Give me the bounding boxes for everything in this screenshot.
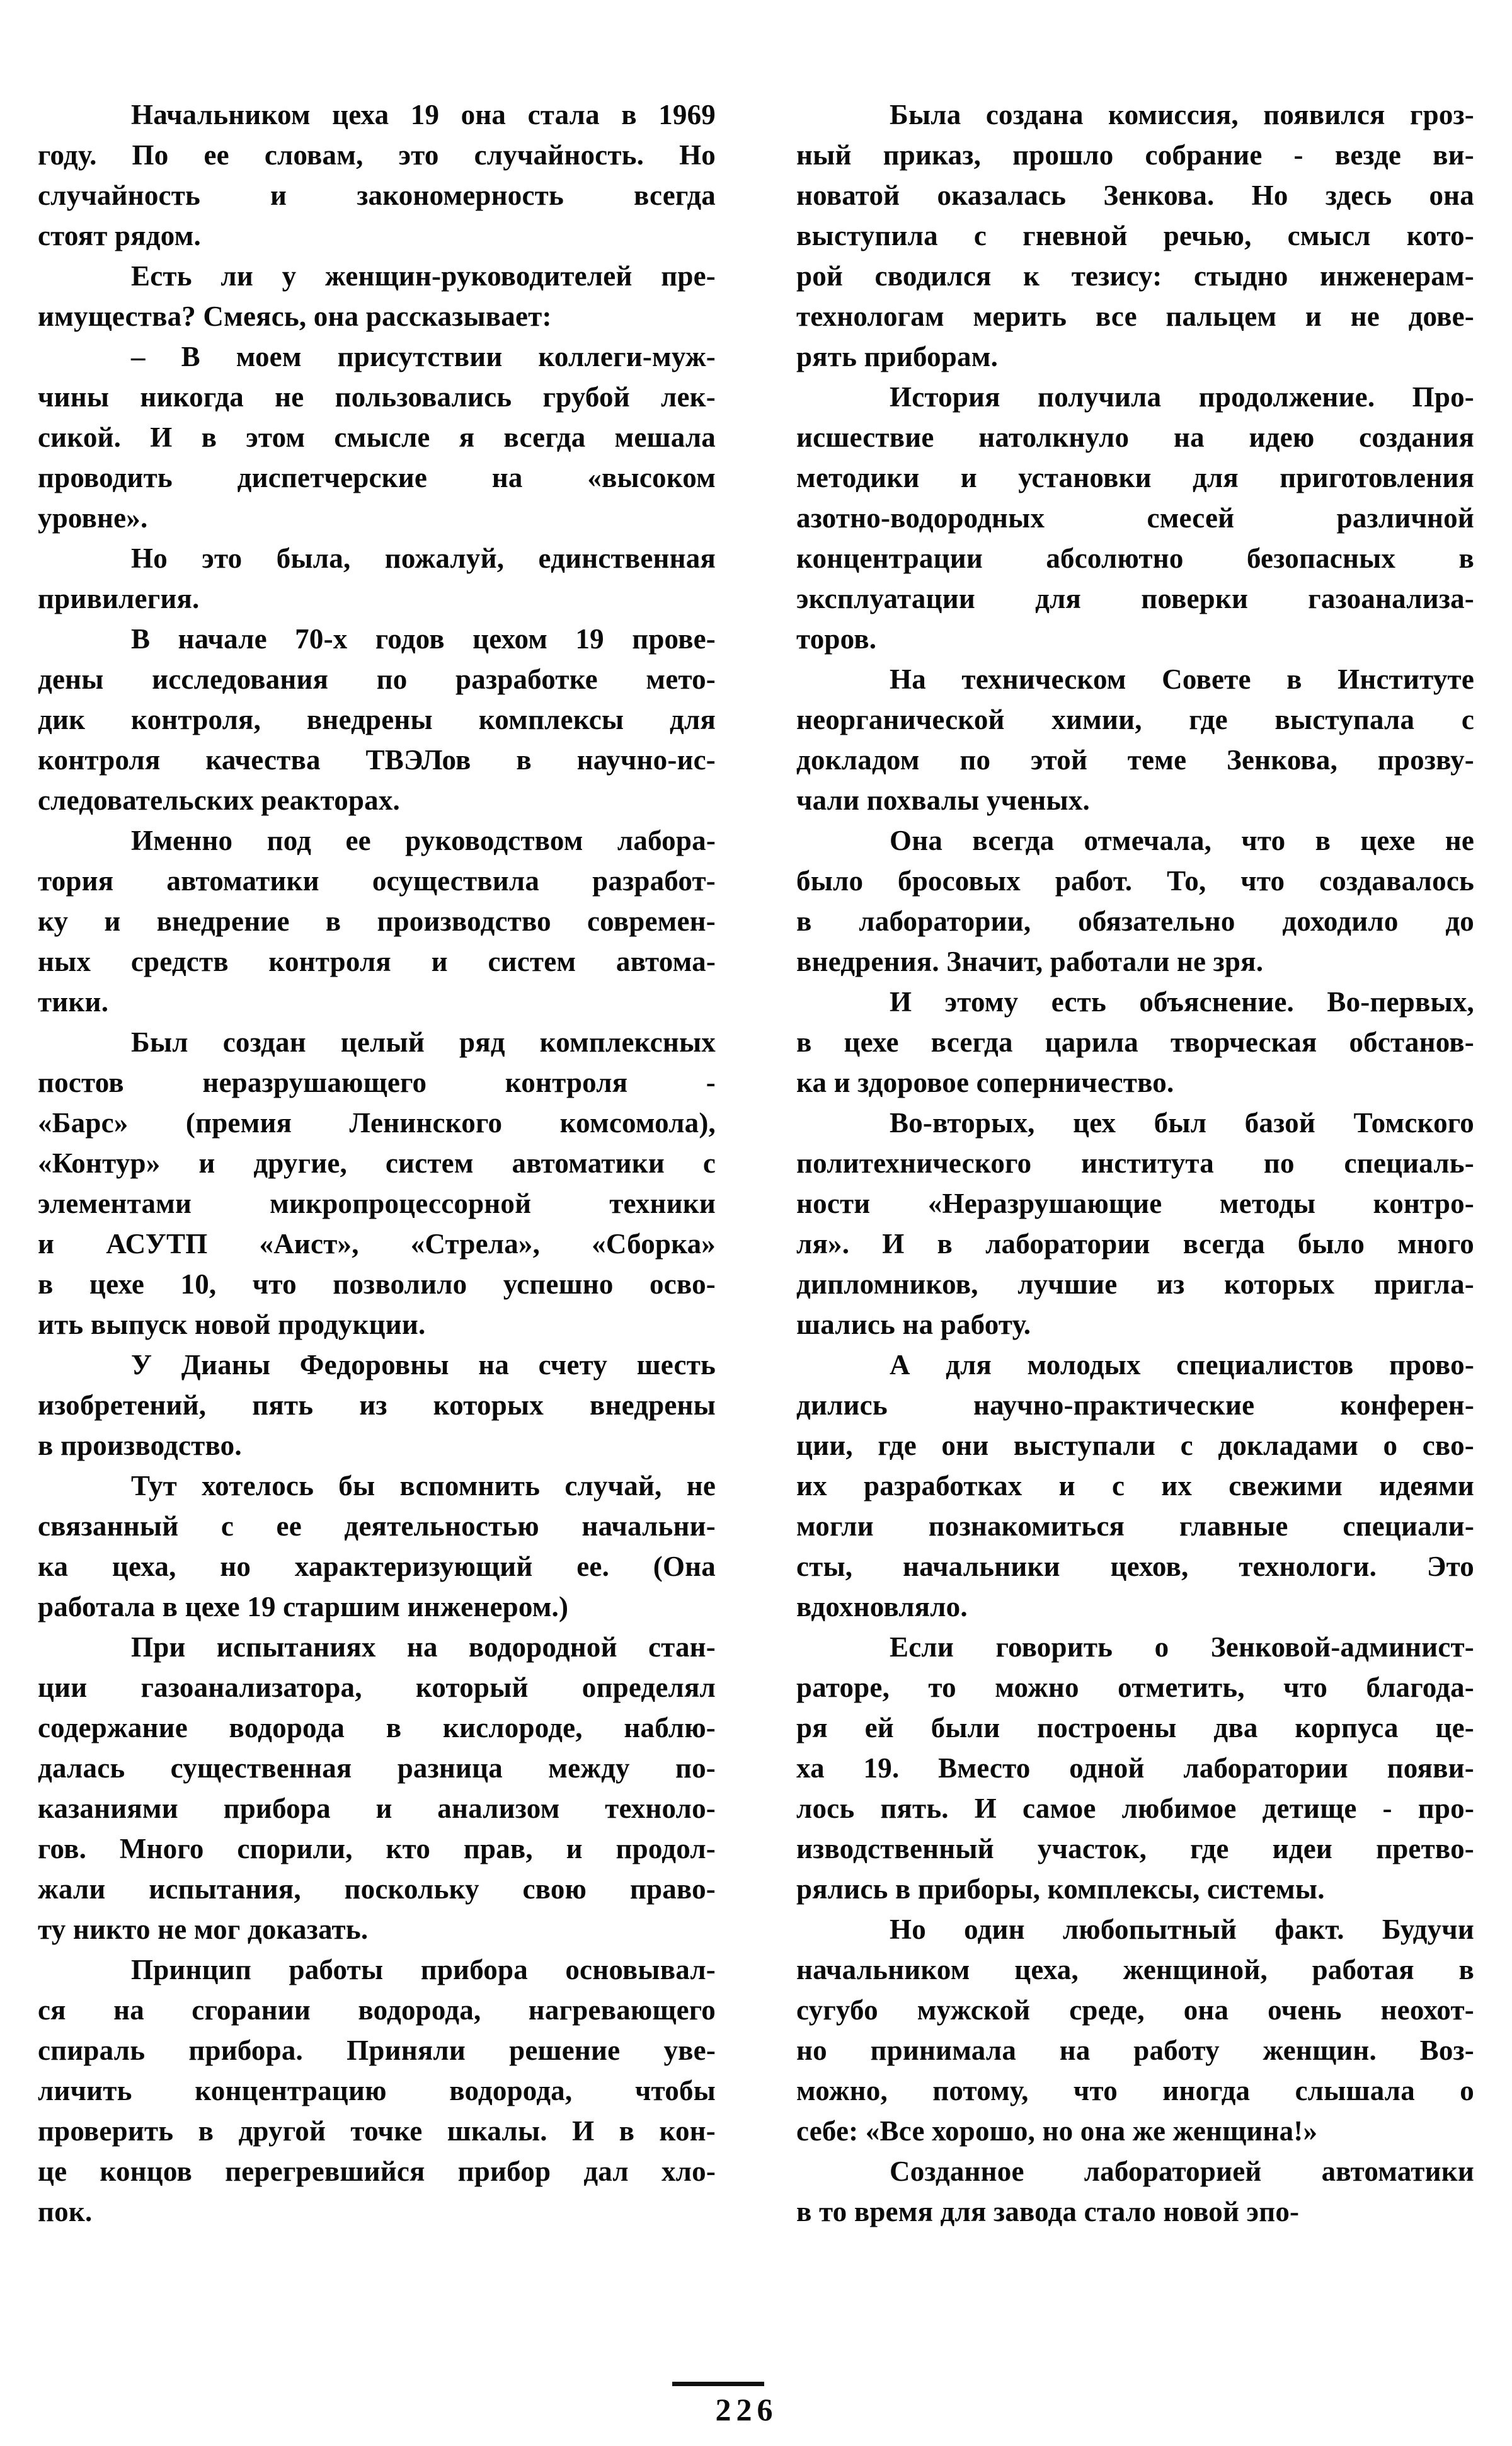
text-line: ных средств контроля и систем автома- (38, 946, 716, 977)
text-line: Она всегда отмечала, что в цехе не (890, 825, 1474, 856)
text-line: сугубо мужской среде, она очень неохот- (796, 1994, 1474, 2026)
text-line: Созданное лабораторией автоматики (890, 2156, 1474, 2187)
page-number: 226 (715, 2392, 778, 2427)
text-line: постов неразрушающего контроля - (38, 1067, 716, 1098)
text-line: При испытаниях на водородной стан- (131, 1631, 716, 1663)
text-line: азотно-водородных смесей различной (796, 502, 1474, 534)
text-line: сты, начальники цехов, технологи. Это (796, 1551, 1474, 1582)
text-line: раторе, то можно отметить, что благода- (796, 1672, 1474, 1703)
text-line: выступила с гневной речью, смысл кото- (796, 220, 1474, 251)
text-line: пок. (38, 2196, 93, 2227)
paragraph (38, 95, 716, 256)
text-line: ря ей были построены два корпуса це- (796, 1712, 1474, 1743)
text-line: лось пять. И самое любимое детище - про- (796, 1793, 1474, 1824)
text-line: Тут хотелось бы вспомнить случай, не (131, 1470, 716, 1501)
text-line: Но это была, пожалуй, единственная (131, 543, 716, 574)
text-line: ку и внедрение в производство современ- (38, 905, 716, 937)
text-line: ции, где они выступали с докладами о сво- (796, 1430, 1474, 1461)
paragraph (796, 2151, 1474, 2232)
text-line: ный приказ, прошло собрание - везде ви- (796, 139, 1474, 171)
paragraph (796, 659, 1474, 820)
text-line: личить концентрацию водорода, чтобы (38, 2075, 716, 2106)
text-line: методики и установки для приготовления (796, 462, 1474, 493)
text-line: было бросовых работ. То, что создавалось (796, 865, 1474, 897)
text-line: элементами микропроцессорной техники (38, 1188, 716, 1219)
paragraph (796, 1909, 1474, 2151)
text-line: и АСУТП «Аист», «Стрела», «Сборка» (38, 1228, 716, 1260)
text-line: Во-вторых, цех был базой Томского (890, 1107, 1474, 1139)
text-columns (38, 95, 1474, 2232)
paragraph (38, 619, 716, 820)
text-line: казаниями прибора и анализом техноло- (38, 1793, 716, 1824)
text-line: Но один любопытный факт. Будучи (890, 1914, 1474, 1945)
text-line: ности «Неразрушающие методы контро- (796, 1188, 1474, 1219)
text-line: следовательских реакторах. (38, 784, 400, 816)
text-line: Принцип работы прибора основывал- (131, 1954, 716, 1985)
text-line: проводить диспетчерские на «высоком (38, 462, 716, 493)
text-line: ка цеха, но характеризующий ее. (Она (38, 1551, 716, 1582)
text-line: концентрации абсолютно безопасных в (796, 543, 1474, 574)
paragraph (796, 1103, 1474, 1345)
text-line: дипломников, лучшие из которых пригла- (796, 1268, 1474, 1300)
text-line: уровне». (38, 502, 148, 534)
paragraph (38, 1627, 716, 1949)
text-line: привилегия. (38, 583, 200, 614)
text-line: История получила продолжение. Про- (890, 381, 1474, 413)
paragraph (38, 820, 716, 1022)
text-line: проверить в другой точке шкалы. И в кон- (38, 2115, 716, 2147)
text-line: в производство. (38, 1430, 242, 1461)
text-line: «Контур» и другие, систем автоматики с (38, 1147, 716, 1179)
right-column (796, 95, 1474, 2232)
text-line: связанный с ее деятельностью начальни- (38, 1510, 716, 1542)
text-line: ту никто не мог доказать. (38, 1914, 369, 1945)
text-line: це концов перегревшийся прибор дал хло- (38, 2156, 716, 2187)
text-line: дены исследования по разработке мето- (38, 663, 716, 695)
text-line: неорганической химии, где выступала с (796, 704, 1474, 735)
text-line: ся на сгорании водорода, нагревающего (38, 1994, 716, 2026)
text-line: в цехе всегда царила творческая обстанов- (796, 1026, 1474, 1058)
text-line: Начальником цеха 19 она стала в 1969 (131, 99, 716, 130)
text-line: ции газоанализатора, который определял (38, 1672, 716, 1703)
text-line: На техническом Совете в Институте (890, 663, 1474, 695)
paragraph (38, 1466, 716, 1627)
text-line: – В моем присутствии коллеги-муж- (131, 341, 716, 372)
left-column (38, 95, 716, 2232)
text-line: изводственный участок, где идеи претво- (796, 1833, 1474, 1864)
text-line: Был создан целый ряд комплексных (131, 1026, 716, 1058)
text-line: работала в цехе 19 старшим инженером.) (38, 1591, 569, 1622)
text-line: В начале 70-х годов цехом 19 прове- (131, 623, 716, 655)
text-line: жали испытания, поскольку свою право- (38, 1873, 716, 1905)
paragraph (38, 538, 716, 619)
text-line: себе: «Все хорошо, но она же женщина!» (796, 2115, 1318, 2147)
text-line: тория автоматики осуществила разработ- (38, 865, 716, 897)
paragraph (796, 982, 1474, 1103)
paragraph (796, 820, 1474, 982)
text-line: ить выпуск новой продукции. (38, 1309, 426, 1340)
text-line: чины никогда не пользовались грубой лек- (38, 381, 716, 413)
paragraph (38, 336, 716, 538)
paragraph (796, 377, 1474, 659)
text-line: имущества? Смеясь, она рассказывает: (38, 301, 552, 332)
text-line: содержание водорода в кислороде, наблю- (38, 1712, 716, 1743)
text-line: начальником цеха, женщиной, работая в (796, 1954, 1474, 1985)
text-line: могли познакомиться главные специали- (796, 1510, 1474, 1542)
paragraph (38, 256, 716, 336)
text-line: тики. (38, 986, 109, 1018)
text-line: их разработках и с их свежими идеями (796, 1470, 1474, 1501)
paragraph (38, 1345, 716, 1466)
text-line: в лаборатории, обязательно доходило до (796, 905, 1474, 937)
text-line: ха 19. Вместо одной лаборатории появи- (796, 1752, 1474, 1784)
text-line: но принимала на работу женщин. Воз- (796, 2035, 1474, 2066)
paragraph (38, 1022, 716, 1345)
text-line: новатой оказалась Зенкова. Но здесь она (796, 180, 1474, 211)
paragraph (796, 1627, 1474, 1909)
text-line: гов. Много спорили, кто прав, и продол- (38, 1833, 716, 1864)
page-footer (0, 2382, 1512, 2426)
text-line: сикой. И в этом смысле я всегда мешала (38, 422, 716, 453)
text-line: году. По ее словам, это случайность. Но (38, 139, 716, 171)
text-line: исшествие натолкнуло на идею создания (796, 422, 1474, 453)
text-line: Если говорить о Зенковой-админист- (890, 1631, 1474, 1663)
footer-rule (672, 2382, 764, 2386)
text-line: чали похвалы ученых. (796, 784, 1090, 816)
text-line: в цехе 10, что позволило успешно осво- (38, 1268, 716, 1300)
text-line: А для молодых специалистов прово- (890, 1349, 1474, 1381)
text-line: торов. (796, 623, 877, 655)
paragraph (796, 95, 1474, 377)
text-line: ка и здоровое соперничество. (796, 1067, 1174, 1098)
paragraph (38, 1949, 716, 2232)
text-line: ля». И в лаборатории всегда было много (796, 1228, 1474, 1260)
text-line: технологам мерить все пальцем и не дове- (796, 301, 1474, 332)
text-line: стоят рядом. (38, 220, 201, 251)
text-line: случайность и закономерность всегда (38, 180, 716, 211)
text-line: дик контроля, внедрены комплексы для (38, 704, 716, 735)
text-line: в то время для завода стало новой эпо- (796, 2196, 1300, 2227)
text-line: И этому есть объяснение. Во-первых, (890, 986, 1474, 1018)
text-line: изобретений, пять из которых внедрены (38, 1389, 716, 1421)
text-line: шались на работу. (796, 1309, 1031, 1340)
text-line: Именно под ее руководством лабора- (131, 825, 716, 856)
text-line: внедрения. Значит, работали не зря. (796, 946, 1264, 977)
text-line: рять приборам. (796, 341, 999, 372)
text-line: контроля качества ТВЭЛов в научно-ис- (38, 744, 716, 776)
text-line: Была создана комиссия, появился гроз- (890, 99, 1474, 130)
text-line: эксплуатации для поверки газоанализа- (796, 583, 1474, 614)
text-line: «Барс» (премия Ленинского комсомола), (38, 1107, 716, 1139)
text-line: У Дианы Федоровны на счету шесть (131, 1349, 716, 1381)
text-line: дились научно-практические конферен- (796, 1389, 1474, 1421)
text-line: рялись в приборы, комплексы, системы. (796, 1873, 1325, 1905)
text-line: спираль прибора. Приняли решение уве- (38, 2035, 716, 2066)
paragraph (796, 1345, 1474, 1627)
text-line: политехнического института по специаль- (796, 1147, 1474, 1179)
text-line: вдохновляло. (796, 1591, 968, 1622)
text-line: далась существенная разница между по- (38, 1752, 716, 1784)
text-line: рой сводился к тезису: стыдно инженерам- (796, 260, 1474, 292)
text-line: докладом по этой теме Зенкова, прозву- (796, 744, 1474, 776)
text-line: можно, потому, что иногда слышала о (796, 2075, 1474, 2106)
text-line: Есть ли у женщин-руководителей пре- (131, 260, 716, 292)
